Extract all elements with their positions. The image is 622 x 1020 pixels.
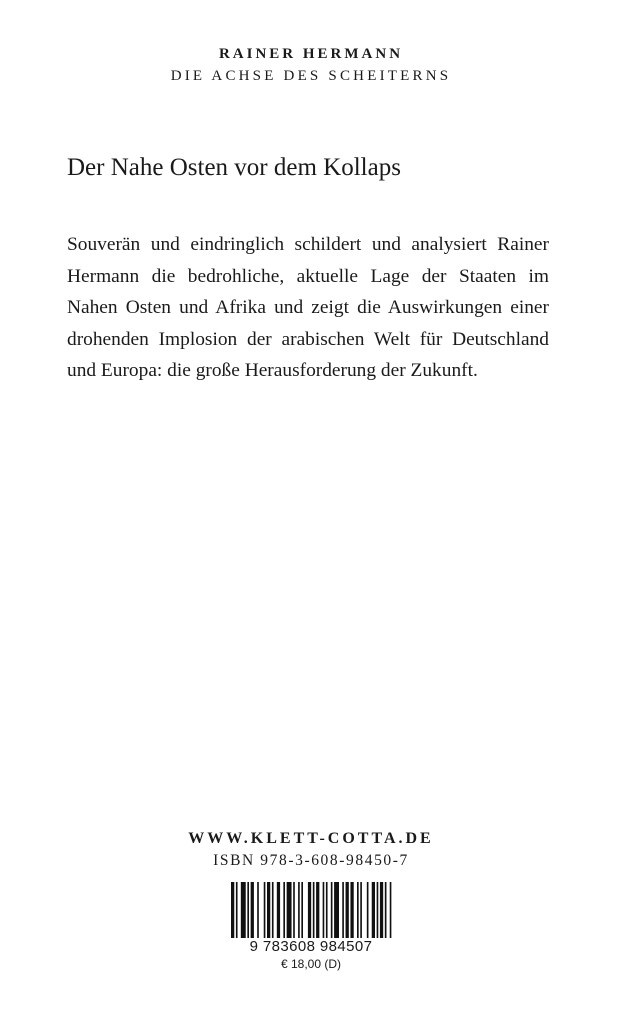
barcode-bar bbox=[331, 882, 333, 938]
barcode-bar bbox=[342, 882, 344, 938]
barcode-bar bbox=[231, 882, 234, 938]
barcode-bar bbox=[298, 882, 300, 938]
barcode-bar bbox=[316, 882, 319, 938]
barcode-bar bbox=[301, 882, 303, 938]
barcode-bar bbox=[241, 882, 246, 938]
barcode-bar bbox=[293, 882, 295, 938]
barcode-bar bbox=[350, 882, 353, 938]
isbn-label: ISBN 978-3-608-98450-7 bbox=[213, 852, 409, 869]
barcode-bar bbox=[308, 882, 311, 938]
barcode-bar bbox=[360, 882, 362, 938]
barcode-bar bbox=[277, 882, 280, 938]
headline: Der Nahe Osten vor dem Kollaps bbox=[67, 154, 401, 181]
author-name: RAINER HERMANN bbox=[218, 46, 404, 62]
price-label: € 18,00 (D) bbox=[280, 957, 342, 971]
barcode-bar bbox=[380, 882, 383, 938]
barcode-bar bbox=[251, 882, 254, 938]
barcode-bar bbox=[346, 882, 349, 938]
barcode-graphic bbox=[231, 882, 393, 938]
barcode-bar bbox=[334, 882, 339, 938]
barcode-bar bbox=[390, 882, 392, 938]
barcode-bar bbox=[377, 882, 379, 938]
barcode-bar bbox=[385, 882, 387, 938]
barcode-bar bbox=[247, 882, 249, 938]
barcode-number: 9 783608 984507 bbox=[249, 938, 373, 955]
book-title: DIE ACHSE DES SCHEITERNS bbox=[170, 68, 452, 84]
barcode-bar bbox=[367, 882, 369, 938]
barcode-bar bbox=[264, 882, 266, 938]
barcode-bar bbox=[267, 882, 270, 938]
barcode-bar bbox=[283, 882, 285, 938]
barcode-bar bbox=[236, 882, 238, 938]
barcode-bar bbox=[257, 882, 259, 938]
barcode-bar bbox=[313, 882, 315, 938]
barcode-bar bbox=[287, 882, 292, 938]
barcode-bar bbox=[357, 882, 359, 938]
barcode-bar bbox=[323, 882, 325, 938]
blurb-text: Souverän und eindringlich schildert und analysiert Rainer Hermann die bedrohliche, aktuelle Lage der Staaten im Nahen Osten und Afrika und zeigt die Auswirkungen einer drohenden Implosion der arabischen Welt für Deutschland und Europa: die große Herausforderung der Zukunft. bbox=[67, 234, 549, 381]
publisher-website: WWW.KLETT-COTTA.DE bbox=[188, 830, 434, 847]
barcode-bar bbox=[272, 882, 274, 938]
barcode-bar bbox=[326, 882, 328, 938]
barcode-bar bbox=[372, 882, 375, 938]
